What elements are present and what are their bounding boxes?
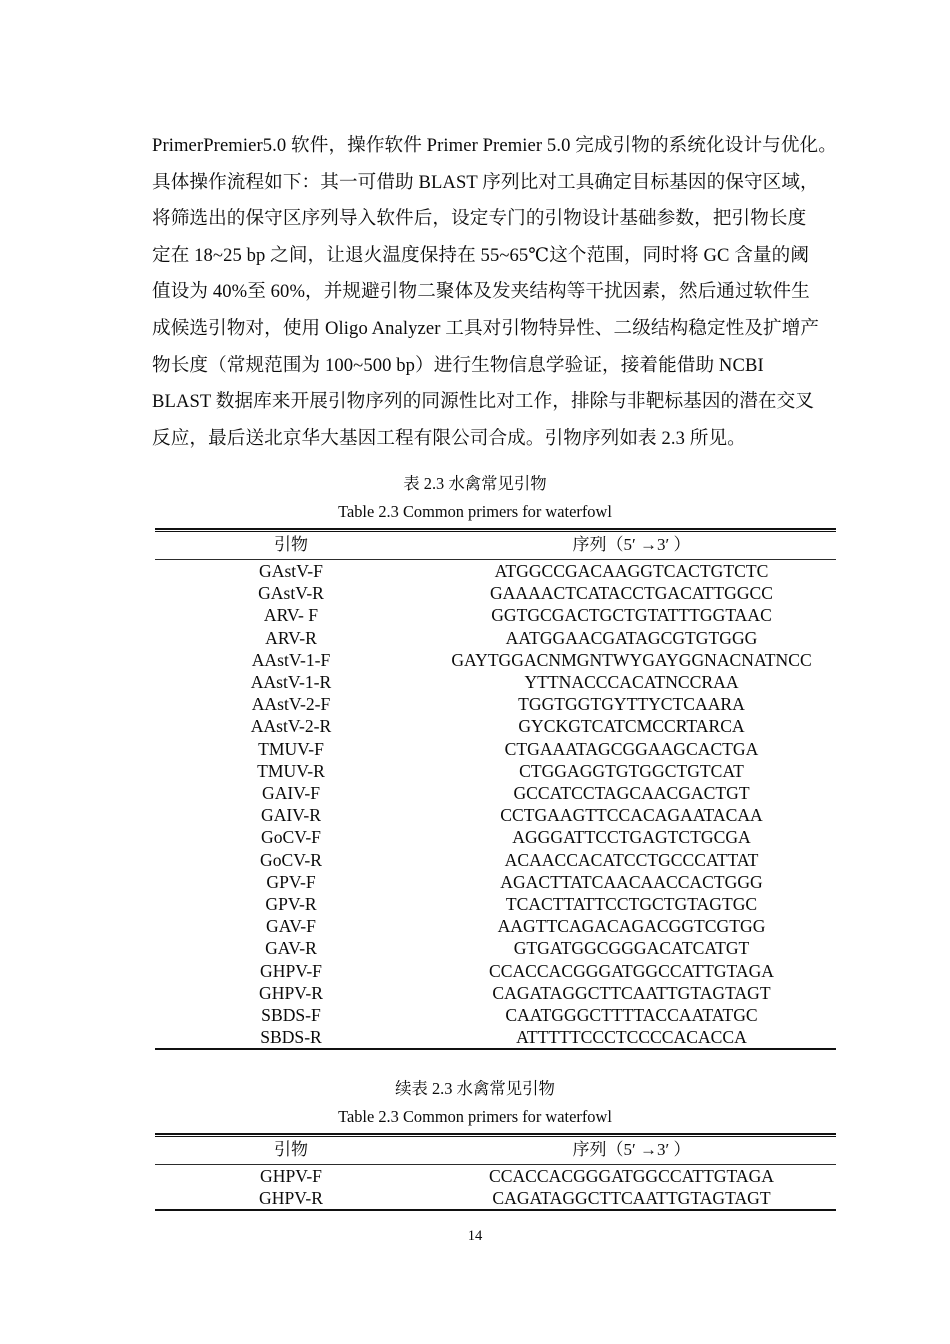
table-row	[155, 627, 836, 649]
cell-primer-name: ARV-R	[265, 627, 317, 648]
paragraph-line: 值设为 40%至 60%，并规避引物二聚体及发夹结构等干扰因素，然后通过软件生	[152, 281, 810, 303]
table-row	[155, 1165, 836, 1188]
cell-primer-sequence: AATGGAACGATAGCGTGTGGG	[505, 627, 758, 648]
table-row	[155, 1026, 836, 1048]
table-header-row	[155, 1137, 836, 1165]
table-row	[155, 1187, 836, 1209]
primer-table-continued	[155, 1133, 836, 1213]
cell-primer-sequence: YTTNACCCACATNCCRAA	[524, 672, 739, 693]
table-row	[155, 871, 836, 893]
cell-primer-name: GHPV-F	[260, 1166, 322, 1186]
table-row	[155, 560, 836, 583]
cell-primer-name: AAstV-1-R	[250, 672, 332, 693]
cell-primer-sequence: ATGGCCGACAAGGTCACTGTCTC	[494, 561, 769, 581]
column-header-primer: 引物	[155, 532, 427, 560]
table-row	[155, 693, 836, 715]
cell-primer-sequence: ATTTTTCCCTCCCCACACCA	[516, 1027, 747, 1048]
cell-primer-name: GoCV-R	[260, 849, 322, 870]
column-header-sequence: 序列（5′ →3′ ）	[427, 1137, 836, 1165]
table-row	[155, 915, 836, 937]
table-row	[155, 738, 836, 760]
paragraph-line: 将筛选出的保守区序列导入软件后，设定专门的引物设计基础参数，把引物长度	[152, 208, 807, 230]
cell-primer-sequence: GCCATCCTAGCAACGACTGT	[513, 783, 750, 804]
cell-primer-name: GPV-R	[265, 894, 317, 915]
cell-primer-sequence: ACAACCACATCCTGCCCATTAT	[504, 849, 759, 870]
paragraph-line: PrimerPremier5.0 软件，操作软件 Primer Premier 5.0 完成引物的系统化设计与优化。	[152, 135, 837, 156]
cell-primer-sequence: TGGTGGTGYTTYCTCAARA	[518, 694, 745, 715]
table-row	[155, 604, 836, 626]
column-header-sequence: 序列（5′ →3′ ）	[427, 532, 836, 560]
cell-primer-sequence: AAGTTCAGACAGACGGTCGTGG	[497, 916, 766, 937]
paragraph-line: 反应，最后送北京华大基因工程有限公司合成。引物序列如表 2.3 所见。	[152, 427, 746, 449]
cell-primer-name: GHPV-F	[260, 960, 322, 981]
cell-primer-sequence: GTGATGGCGGGACATCATGT	[513, 938, 750, 959]
cell-primer-name: GAIV-F	[261, 783, 320, 804]
table-row	[155, 804, 836, 826]
body-paragraph	[152, 128, 840, 457]
table-continued-caption-en: Table 2.3 Common primers for waterfowl	[338, 1107, 612, 1126]
cell-primer-name: AAstV-1-F	[251, 649, 331, 670]
cell-primer-name: TMUV-R	[257, 760, 325, 781]
table-row	[155, 671, 836, 693]
column-header-primer: 引物	[155, 1137, 427, 1165]
cell-primer-name: ARV- F	[263, 605, 319, 626]
cell-primer-sequence: AGACTTATCAACAACCACTGGG	[500, 871, 763, 892]
cell-primer-name: AAstV-2-R	[250, 716, 332, 737]
paragraph-line: BLAST 数据库来开展引物序列的同源性比对工作，排除与非靶标基因的潜在交叉	[152, 391, 814, 413]
table-row	[155, 1004, 836, 1026]
cell-primer-sequence: CCACCACGGGATGGCCATTGTAGA	[489, 960, 774, 981]
cell-primer-name: GHPV-R	[259, 982, 323, 1003]
cell-primer-name: SBDS-R	[260, 1027, 322, 1048]
cell-primer-sequence: CAGATAGGCTTCAATTGTAGTAGT	[492, 982, 771, 1003]
table-row	[155, 937, 836, 959]
cell-primer-name: GAV-R	[265, 938, 317, 959]
paragraph-line: 物长度（常规范围为 100~500 bp）进行生物信息学验证，接着能借助 NCBI	[152, 354, 764, 376]
cell-primer-name: SBDS-F	[261, 1005, 321, 1026]
paragraph-line: 具体操作流程如下：其一可借助 BLAST 序列比对工具确定目标基因的保守区域，	[152, 171, 819, 193]
table-row	[155, 826, 836, 848]
primer-table	[155, 1137, 836, 1209]
cell-primer-sequence: GGTGCGACTGCTGTATTTGGTAAC	[491, 605, 772, 626]
primer-table	[155, 532, 836, 1048]
cell-primer-sequence: CAATGGGCTTTTACCAATATGC	[505, 1005, 758, 1026]
cell-primer-name: GoCV-F	[261, 827, 321, 848]
primer-table-main	[155, 528, 836, 1052]
cell-primer-name: GAIV-R	[261, 805, 321, 826]
table-row	[155, 849, 836, 871]
cell-primer-sequence: GAAAACTCATACCTGACATTGGCC	[489, 583, 774, 604]
table-bottom-rule	[155, 1209, 836, 1213]
table-bottom-rule	[155, 1048, 836, 1052]
cell-primer-name: TMUV-F	[258, 738, 324, 759]
cell-primer-sequence: CCTGAAGTTCCACAGAATACAA	[500, 805, 763, 826]
cell-primer-sequence: CCACCACGGGATGGCCATTGTAGA	[489, 1166, 774, 1186]
cell-primer-name: AAstV-2-F	[251, 694, 331, 715]
cell-primer-sequence: GAYTGGACNMGNTWYGAYGGNACNATNCC	[451, 649, 812, 670]
table-row	[155, 715, 836, 737]
table-caption-cn: 表 2.3 水禽常见引物	[403, 474, 547, 493]
table-row	[155, 960, 836, 982]
page-number: 14	[467, 1228, 483, 1244]
cell-primer-name: GPV-F	[266, 871, 316, 892]
cell-primer-sequence: CTGGAGGTGTGGCTGTCAT	[519, 760, 744, 781]
table-caption-en: Table 2.3 Common primers for waterfowl	[338, 502, 612, 521]
table-row	[155, 782, 836, 804]
table-row	[155, 649, 836, 671]
cell-primer-sequence: TCACTTATTCCTGCTGTAGTGC	[505, 894, 758, 915]
paragraph-line: 定在 18~25 bp 之间，让退火温度保持在 55~65℃这个范围，同时将 GC 含量的阈	[152, 244, 810, 266]
cell-primer-name: GAV-F	[266, 916, 316, 937]
cell-primer-sequence: GYCKGTCATCMCCRTARCA	[518, 716, 745, 737]
paragraph-line: 成候选引物对，使用 Oligo Analyzer 工具对引物特异性、二级结构稳定性及扩增产	[152, 317, 820, 339]
table-continued-caption-cn: 续表 2.3 水禽常见引物	[395, 1079, 555, 1098]
table-row	[155, 893, 836, 915]
table-row	[155, 760, 836, 782]
cell-primer-name: GAstV-R	[258, 583, 324, 604]
table-row	[155, 982, 836, 1004]
cell-primer-name: GAstV-F	[259, 561, 323, 581]
cell-primer-sequence: AGGGATTCCTGAGTCTGCGA	[512, 827, 751, 848]
cell-primer-sequence: CTGAAATAGCGGAAGCACTGA	[504, 738, 759, 759]
table-header-row	[155, 532, 836, 560]
cell-primer-sequence: CAGATAGGCTTCAATTGTAGTAGT	[492, 1188, 771, 1209]
table-row	[155, 582, 836, 604]
cell-primer-name: GHPV-R	[259, 1188, 323, 1209]
